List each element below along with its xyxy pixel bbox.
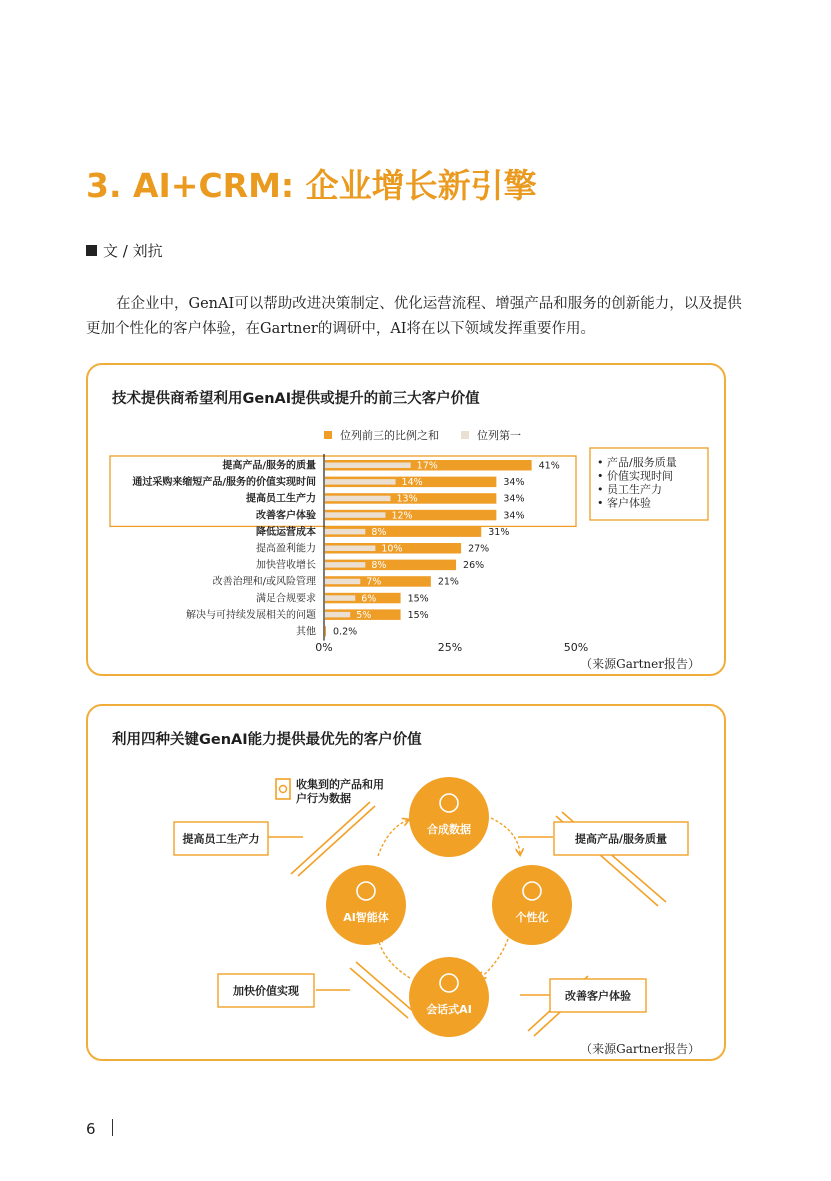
bar-first-label: 10% (381, 543, 403, 555)
data-note-icon-gear (280, 786, 287, 793)
value-box-label: 改善客户体验 (565, 989, 631, 1003)
callout-item: • 产品/服务质量 (597, 456, 677, 469)
node-circle (409, 777, 489, 857)
diagram-title: 利用四种关键GenAI能力提供最优先的客户价值 (112, 732, 422, 748)
bar-first-label: 14% (401, 477, 423, 489)
category-label: 改善客户体验 (256, 510, 316, 522)
value-box (174, 822, 268, 855)
category-label: 其他 (296, 626, 316, 638)
cycle-arrow (378, 938, 410, 978)
bar-total-label: 15% (407, 593, 429, 605)
category-label: 降低运营成本 (256, 526, 316, 538)
capability-node (409, 957, 489, 1037)
capability-cycle-diagram (88, 706, 724, 1059)
legend-label-total: 位列前三的比例之和 (340, 429, 439, 442)
capability-node (326, 865, 406, 945)
bar-chart (88, 365, 724, 674)
bar-first (325, 546, 375, 552)
bar-total-label: 27% (468, 543, 490, 555)
node-label: AI智能体 (343, 911, 389, 924)
chart-title: 技术提供商希望利用GenAI提供或提升的前三大客户价值 (112, 391, 480, 407)
capability-node (409, 777, 489, 857)
node-label: 个性化 (515, 911, 549, 924)
bar-total-label: 41% (538, 460, 560, 472)
data-note (276, 777, 384, 805)
legend-swatch-first (461, 431, 469, 439)
connector-line (356, 962, 414, 1012)
bar-first-label: 17% (416, 460, 438, 472)
page-divider (112, 1119, 113, 1136)
category-label: 提高员工生产力 (246, 493, 316, 505)
bar-total-label: 0.2% (333, 626, 358, 638)
bar-total-label: 15% (407, 609, 429, 621)
node-label: 合成数据 (427, 823, 471, 836)
category-label: 满足合规要求 (256, 593, 316, 605)
connector-line (291, 802, 370, 874)
bar-first (325, 612, 350, 618)
x-tick-label: 50% (563, 641, 589, 654)
category-label: 提高盈利能力 (256, 543, 316, 555)
legend-label-first: 位列第一 (477, 429, 521, 442)
bar-first-label: 13% (396, 493, 418, 505)
chart-legend (324, 428, 521, 442)
square-bullet-icon (86, 245, 97, 256)
bar-total-label: 34% (503, 493, 525, 505)
page-title: 3. AI+CRM: 企业增长新引擎 (86, 166, 537, 205)
bar-first (325, 479, 396, 485)
diagram-panel (86, 704, 726, 1061)
bar-first-label: 7% (366, 576, 382, 588)
bar-first (325, 463, 411, 469)
x-tick-label: 0% (315, 641, 333, 654)
connector-line (350, 968, 408, 1018)
bar-first-label: 8% (371, 560, 387, 572)
bar-first (325, 579, 360, 585)
legend-swatch-total (324, 431, 332, 439)
value-box-label: 加快价值实现 (233, 984, 299, 998)
bar-first (325, 562, 365, 568)
callout-item: • 员工生产力 (597, 483, 662, 496)
category-label: 通过采购来缩短产品/服务的价值实现时间 (132, 477, 316, 489)
cycle-arrow (491, 818, 520, 854)
value-box-label: 提高产品/服务质量 (574, 832, 668, 846)
callout-item: • 客户体验 (597, 496, 651, 510)
data-note-icon (276, 779, 290, 799)
bar-first (325, 595, 355, 601)
diagram-source: （来源Gartner报告） (580, 1042, 700, 1056)
bar-total (325, 626, 326, 637)
chart-panel (86, 363, 726, 676)
value-box (554, 822, 688, 855)
callout-item: • 价值实现时间 (597, 469, 673, 483)
bar-first-label: 5% (356, 609, 372, 621)
capability-node (492, 865, 572, 945)
bar-first (325, 529, 365, 535)
value-box (550, 979, 646, 1012)
cycle-arrow (378, 820, 408, 856)
bar-total-label: 26% (463, 560, 485, 572)
bar-total-label: 34% (503, 477, 525, 489)
node-circle (409, 957, 489, 1037)
x-tick-label: 25% (437, 641, 463, 654)
value-box (218, 974, 314, 1007)
bar-total-label: 21% (437, 576, 459, 588)
page-number: 6 (86, 1120, 96, 1138)
node-circle (326, 865, 406, 945)
callout-box (590, 448, 708, 520)
intro-paragraph: 在企业中，GenAI可以帮助改进决策制定、优化运营流程、增强产品和服务的创新能力，以及提供更加个性化的客户体验，在Gartner的调研中，AI将在以下领域发挥重要作用。 (86, 296, 742, 337)
category-label: 提高产品/服务的质量 (222, 460, 316, 472)
category-label: 改善治理和/或风险管理 (212, 576, 316, 588)
data-note-line2: 户行为数据 (296, 792, 351, 805)
author-name: 文 / 刘抗 (103, 242, 163, 260)
node-label: 会话式AI (426, 1003, 472, 1016)
bar-first (325, 496, 391, 502)
data-note-line1: 收集到的产品和用 (296, 778, 384, 791)
author-line (86, 240, 163, 261)
node-circle (492, 865, 572, 945)
category-label: 解决与可持续发展相关的问题 (186, 609, 316, 621)
category-label: 加快营收增长 (256, 560, 316, 572)
bar-first-label: 12% (391, 510, 413, 522)
bar-first-label: 6% (361, 593, 377, 605)
bar-total-label: 34% (503, 510, 525, 522)
bar-first-label: 8% (371, 526, 387, 538)
chart-source: （来源Gartner报告） (580, 657, 700, 671)
bar-total-label: 31% (488, 526, 510, 538)
value-box-label: 提高员工生产力 (182, 832, 260, 846)
bar-first (325, 512, 385, 518)
